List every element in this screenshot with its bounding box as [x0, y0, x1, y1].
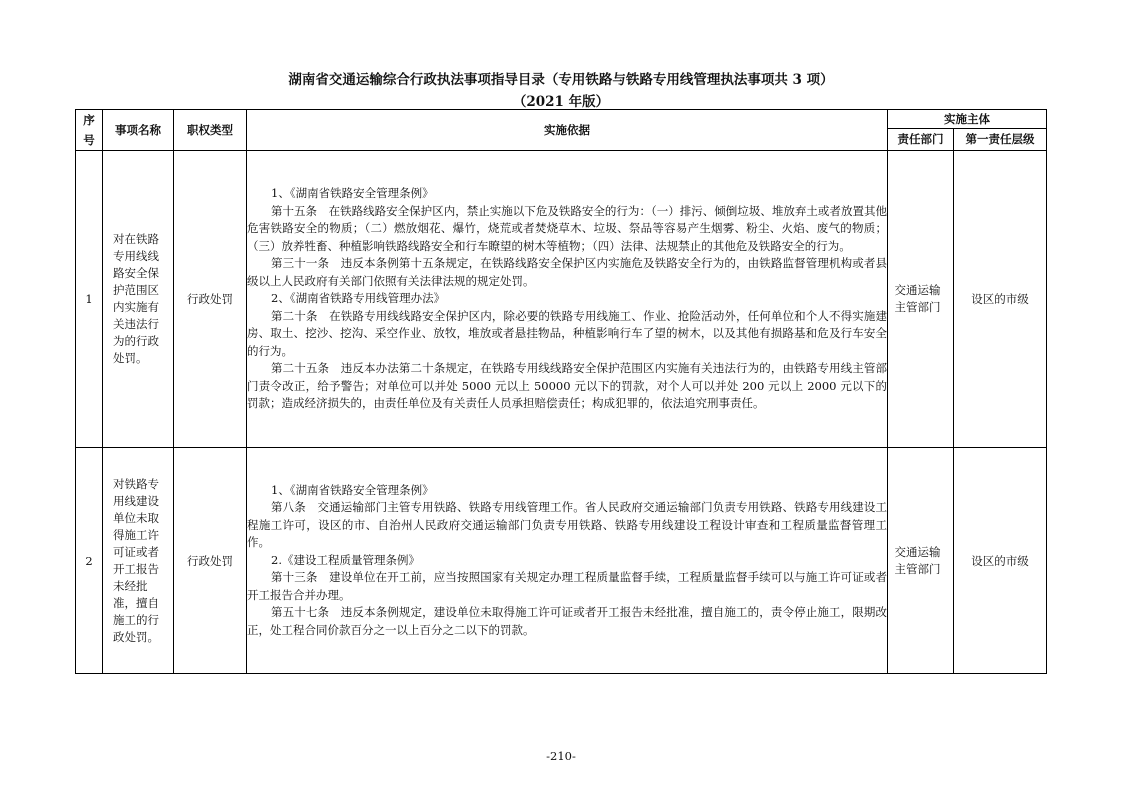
header-subject: 实施主体	[888, 110, 1047, 129]
row-power-type: 行政处罚	[174, 448, 247, 674]
row-basis	[247, 448, 888, 674]
row-basis	[247, 151, 888, 448]
basis-line: 第十三条 建设单位在开工前，应当按照国家有关规定办理工程质量监督手续，工程质量监督手续可以与施工许可证或者开工报告合并办理。	[247, 570, 887, 602]
page-number: -210-	[546, 749, 576, 763]
header-item-name: 事项名称	[103, 110, 174, 151]
row-dept: 交通运输主管部门	[894, 283, 941, 314]
row-item-name: 对在铁路专用线线路安全保护范围区内实施有关违法行为的行政处罚。	[113, 232, 159, 365]
directory-table	[75, 109, 1047, 674]
row-power-type: 行政处罚	[174, 151, 247, 448]
header-level: 第一责任层级	[954, 128, 1047, 150]
row-dept: 交通运输主管部门	[894, 544, 941, 576]
basis-line: 2、《湖南省铁路专用线管理办法》	[271, 291, 446, 306]
basis-line: 第十五条 在铁路线路安全保护区内，禁止实施以下危及铁路安全的行为：（一）排污、倾倒垃圾、堆放弃土或者放置其他危害铁路安全的物质；（二）燃放烟花、爆竹，烧荒或者焚烧草木、垃圾、祭品等容易产生烟雾、粉尘、火焰、废气的物质；（三）放养牲畜、种植影响铁路线路安全和行车瞭望的树木等植物；（四）法律、法规禁止的其他危及铁路安全的行为。	[247, 203, 887, 253]
basis-line: 第八条 交通运输部门主管专用铁路、铁路专用线管理工作。省人民政府交通运输部门负责专用铁路、铁路专用线建设工程施工许可，设区的市、自治州人民政府交通运输部门负责专用铁路、铁路专用线建设工程设计审查和工程质量监督管理工作。	[247, 500, 887, 550]
table-row	[76, 448, 1047, 674]
row-item-name: 对铁路专用线建设单位未取得施工许可证或者开工报告未经批准，擅自施工的行政处罚。	[113, 476, 159, 644]
basis-line: 2.《建设工程质量管理条例》	[271, 552, 420, 567]
header-basis: 实施依据	[247, 110, 888, 151]
row-seq: 1	[76, 151, 103, 448]
basis-line: 第二十五条 违反本办法第二十条规定，在铁路专用线线路安全保护范围区内实施有关违法行为的，由铁路专用线主管部门责令改正，给予警告；对单位可以并处 5000 元以上 50000 元以下的罚款，对个人可以并处 200 元以上 2000 元以下的罚款；造成经济损失的，由责任单位及有关责任人员承担赔偿责任；构成犯罪的，依法追究刑事责任。	[247, 361, 887, 411]
page-subtitle: （2021 年版）	[512, 94, 610, 110]
header-dept: 责任部门	[888, 128, 954, 150]
page-title: 湖南省交通运输综合行政执法事项指导目录（专用铁路与铁路专用线管理执法事项共 3 项）	[288, 72, 834, 88]
basis-line: 第二十条 在铁路专用线线路安全保护区内，除必要的铁路专用线施工、作业、抢险活动外，任何单位和个人不得实施建房、取土、挖沙、挖沟、采空作业、放牧，堆放或者悬挂物品，种植影响行车了望的树木，以及其他有损路基和危及行车安全的行为。	[247, 308, 887, 358]
row-level: 设区的市级	[954, 448, 1047, 674]
row-level: 设区的市级	[954, 151, 1047, 448]
header-seq: 序号	[76, 110, 103, 151]
basis-line: 1、《湖南省铁路安全管理条例》	[271, 482, 434, 497]
basis-line: 1、《湖南省铁路安全管理条例》	[271, 186, 434, 201]
basis-line: 第五十七条 违反本条例规定，建设单位未取得施工许可证或者开工报告未经批准，擅自施工的，责令停止施工，限期改正，处工程合同价款百分之一以上百分之二以下的罚款。	[247, 605, 887, 637]
row-seq: 2	[76, 448, 103, 674]
table-row	[76, 151, 1047, 448]
basis-line: 第三十一条 违反本条例第十五条规定，在铁路线路安全保护区内实施危及铁路安全行为的，由铁路监督管理机构或者县级以上人民政府有关部门依照有关法律法规的规定处罚。	[247, 256, 887, 288]
header-power-type: 职权类型	[174, 110, 247, 151]
